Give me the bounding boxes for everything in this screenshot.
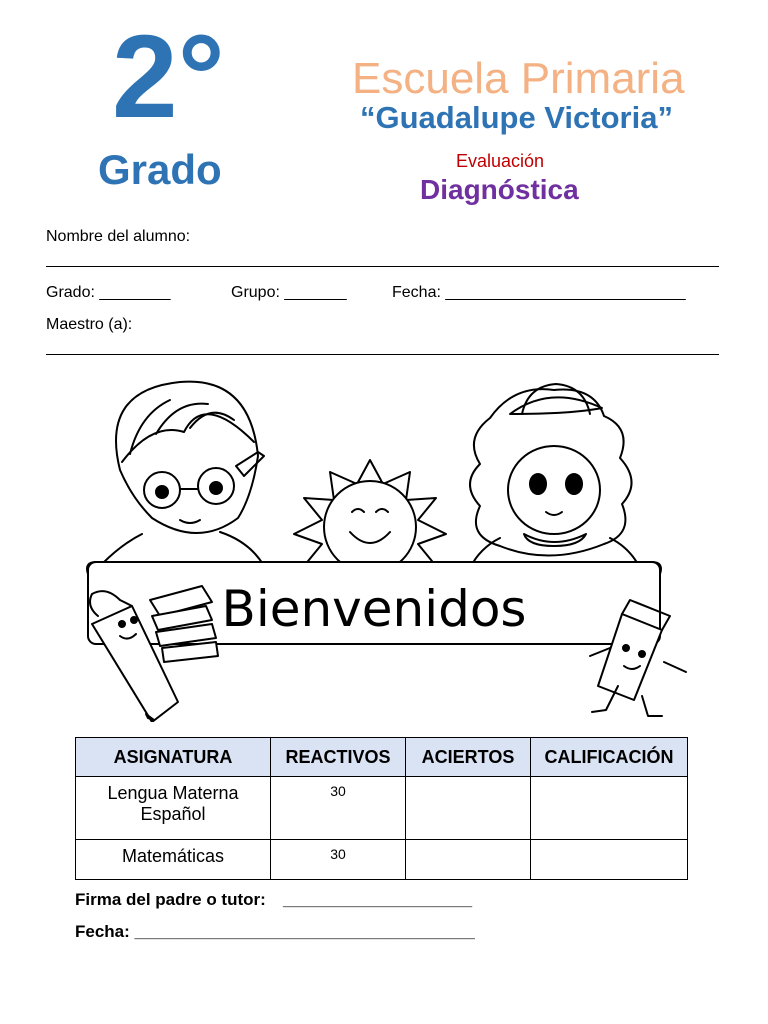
column-header-correct: ACIERTOS: [406, 738, 531, 777]
teacher-line[interactable]: [46, 354, 719, 355]
girl-drawing: [470, 384, 640, 568]
grade-word: Grado: [98, 146, 222, 193]
boy-drawing: [102, 382, 264, 574]
footer-date-field[interactable]: Fecha: ____________________________________: [75, 922, 475, 941]
table-header-row: [76, 738, 688, 777]
subject-name-line2: Español: [140, 804, 206, 824]
grade-number: 2°: [112, 11, 225, 143]
score-cell[interactable]: [531, 840, 688, 880]
subject-name-line1: Lengua Materna: [107, 783, 239, 803]
correct-cell[interactable]: [406, 777, 531, 840]
subject-cell: [76, 777, 271, 840]
school-type-title: Escuela Primaria: [352, 54, 685, 103]
items-cell: 30: [271, 840, 406, 880]
date-field[interactable]: Fecha: ___________________________: [392, 284, 686, 301]
column-header-items: REACTIVOS: [271, 738, 406, 777]
table-row: [76, 840, 688, 880]
table-row: [76, 777, 688, 840]
subject-name-line1: Matemáticas: [121, 846, 225, 866]
banner-text: Bienvenidos: [221, 580, 527, 638]
books-drawing: [150, 586, 218, 662]
signature-field[interactable]: ____________________: [283, 890, 473, 909]
column-header-score: CALIFICACIÓN: [531, 738, 688, 777]
correct-cell[interactable]: [406, 840, 531, 880]
student-name-label: Nombre del alumno:: [46, 228, 191, 245]
student-name-line[interactable]: [46, 266, 719, 267]
evaluation-title: Diagnóstica: [420, 174, 579, 205]
score-cell[interactable]: [531, 777, 688, 840]
subject-cell: [76, 840, 271, 880]
grades-table: [75, 737, 688, 880]
items-cell: 30: [271, 777, 406, 840]
grade-field[interactable]: Grado: ________: [46, 284, 171, 301]
teacher-label: Maestro (a):: [46, 316, 133, 333]
welcome-illustration: [70, 362, 690, 722]
group-field[interactable]: Grupo: _______: [231, 284, 347, 301]
signature-label: Firma del padre o tutor:: [75, 890, 266, 909]
sun-drawing: [294, 460, 446, 576]
evaluation-label: Evaluación: [456, 151, 545, 171]
school-name: “Guadalupe Victoria”: [360, 100, 673, 135]
column-header-subject: ASIGNATURA: [76, 738, 271, 777]
